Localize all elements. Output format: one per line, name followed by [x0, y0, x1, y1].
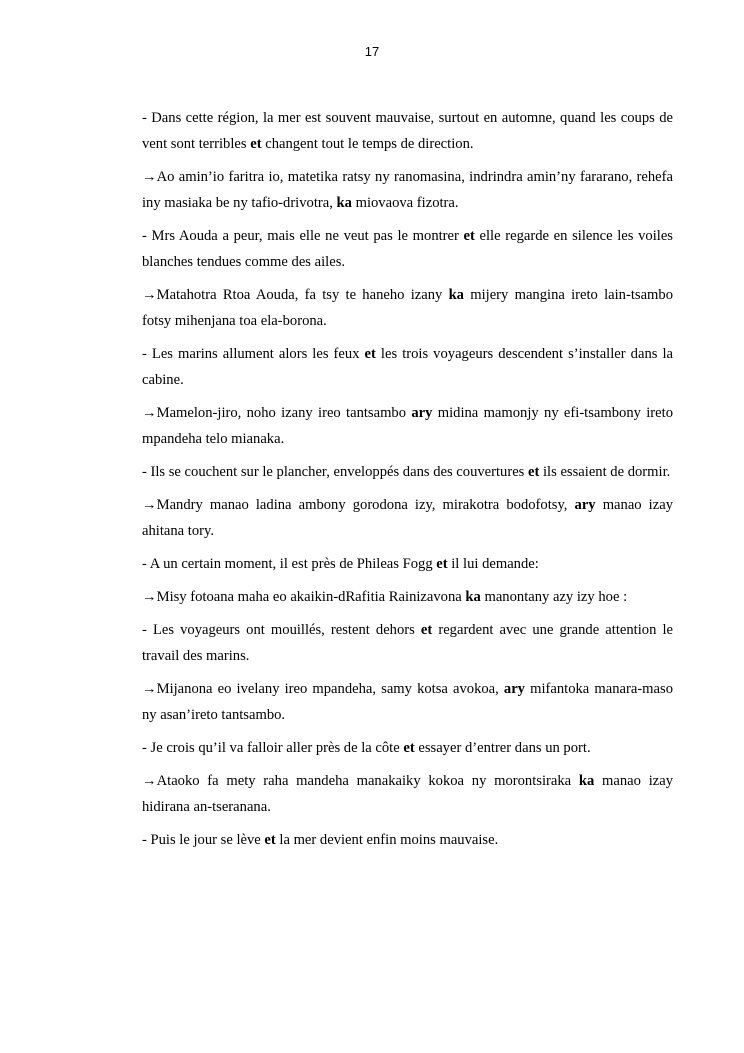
- paragraph: [142, 584, 673, 610]
- paragraph-text: miovaova fizotra.: [351, 195, 459, 211]
- paragraph: [142, 164, 673, 216]
- paragraph: [142, 492, 673, 544]
- bold-conjunction: ka: [465, 589, 481, 605]
- bold-conjunction: et: [528, 464, 540, 480]
- paragraph-text: - Je crois qu’il va falloir aller près de la côte: [142, 740, 404, 756]
- bold-conjunction: et: [264, 832, 276, 848]
- paragraph-text: →Mandry manao ladina ambony gorodona izy, mirakotra bodofotsy,: [142, 497, 575, 513]
- paragraph-text: manao izay hidirana an-tseranana.: [142, 773, 673, 815]
- paragraph: [142, 105, 673, 157]
- paragraph: [142, 676, 673, 728]
- paragraph-text: - Ils se couchent sur le plancher, enveloppés dans des couvertures: [142, 464, 529, 480]
- paragraph-text: - Les marins allument alors les feux: [142, 346, 365, 362]
- paragraph-text: manao izay ahitana tory.: [142, 497, 673, 539]
- paragraph: [142, 400, 673, 452]
- paragraph-text: - Puis le jour se lève: [142, 832, 265, 848]
- bold-conjunction: ary: [503, 681, 525, 697]
- paragraph-text: regardent avec une grande attention le travail des marins.: [142, 622, 673, 664]
- paragraph: [142, 282, 673, 334]
- paragraph-text: - A un certain moment, il est près de Phileas Fogg: [142, 556, 437, 572]
- paragraph-text: manontany azy izy hoe :: [480, 589, 628, 605]
- paragraph: [142, 768, 673, 820]
- paragraph: [142, 341, 673, 393]
- paragraph-text: - Mrs Aouda a peur, mais elle ne veut pas le montrer: [142, 228, 464, 244]
- paragraph-text: →Misy fotoana maha eo akaikin-dRafitia Rainizavona: [142, 589, 466, 605]
- paragraph-text: →Mijanona eo ivelany ireo mpandeha, samy kotsa avokoa,: [142, 681, 504, 697]
- bold-conjunction: et: [436, 556, 448, 572]
- paragraph-text: - Dans cette région, la mer est souvent mauvaise, surtout en automne, quand les coups de vent sont terribles: [142, 110, 673, 152]
- bold-conjunction: ka: [578, 773, 595, 789]
- bold-conjunction: et: [403, 740, 415, 756]
- paragraph: [142, 223, 673, 275]
- bold-conjunction: et: [420, 622, 433, 638]
- paragraph-text: midina mamonjy ny efi-tsambony ireto mpandeha telo mianaka.: [142, 405, 673, 447]
- paragraph-text: →Ataoko fa mety raha mandeha manakaiky kokoa ny morontsiraka: [142, 773, 579, 789]
- document-body: [142, 105, 673, 860]
- paragraph-text: elle regarde en silence les voiles blanches tendues comme des ailes.: [142, 228, 673, 270]
- paragraph: [142, 735, 673, 761]
- paragraph: [142, 551, 673, 577]
- bold-conjunction: ary: [411, 405, 433, 421]
- bold-conjunction: ka: [336, 195, 352, 211]
- paragraph-text: →Matahotra Rtoa Aouda, fa tsy te haneho izany: [142, 287, 449, 303]
- paragraph-text: mijery mangina ireto lain-tsambo fotsy mihenjana toa ela-borona.: [142, 287, 673, 329]
- paragraph-text: les trois voyageurs descendent s’installer dans la cabine.: [142, 346, 673, 388]
- paragraph-text: essayer d’entrer dans un port.: [414, 740, 591, 756]
- paragraph-text: ils essaient de dormir.: [539, 464, 671, 480]
- bold-conjunction: et: [364, 346, 376, 362]
- paragraph: [142, 827, 673, 853]
- bold-conjunction: et: [250, 136, 262, 152]
- paragraph-text: changent tout le temps de direction.: [261, 136, 474, 152]
- paragraph: [142, 459, 673, 485]
- paragraph-text: il lui demande:: [447, 556, 539, 572]
- paragraph-text: →Ao amin’io faritra io, matetika ratsy ny ranomasina, indrindra amin’ny fararano, rehefa iny masiaka be ny tafio-drivotra,: [142, 169, 673, 211]
- paragraph-text: mifantoka manara-maso ny asan’ireto tantsambo.: [142, 681, 673, 723]
- paragraph-text: la mer devient enfin moins mauvaise.: [275, 832, 499, 848]
- bold-conjunction: ary: [574, 497, 596, 513]
- paragraph-text: →Mamelon-jiro, noho izany ireo tantsambo: [142, 405, 412, 421]
- page-number: 17: [364, 44, 380, 59]
- bold-conjunction: et: [463, 228, 475, 244]
- bold-conjunction: ka: [448, 287, 464, 303]
- paragraph-text: - Les voyageurs ont mouillés, restent dehors: [142, 622, 421, 638]
- paragraph: [142, 617, 673, 669]
